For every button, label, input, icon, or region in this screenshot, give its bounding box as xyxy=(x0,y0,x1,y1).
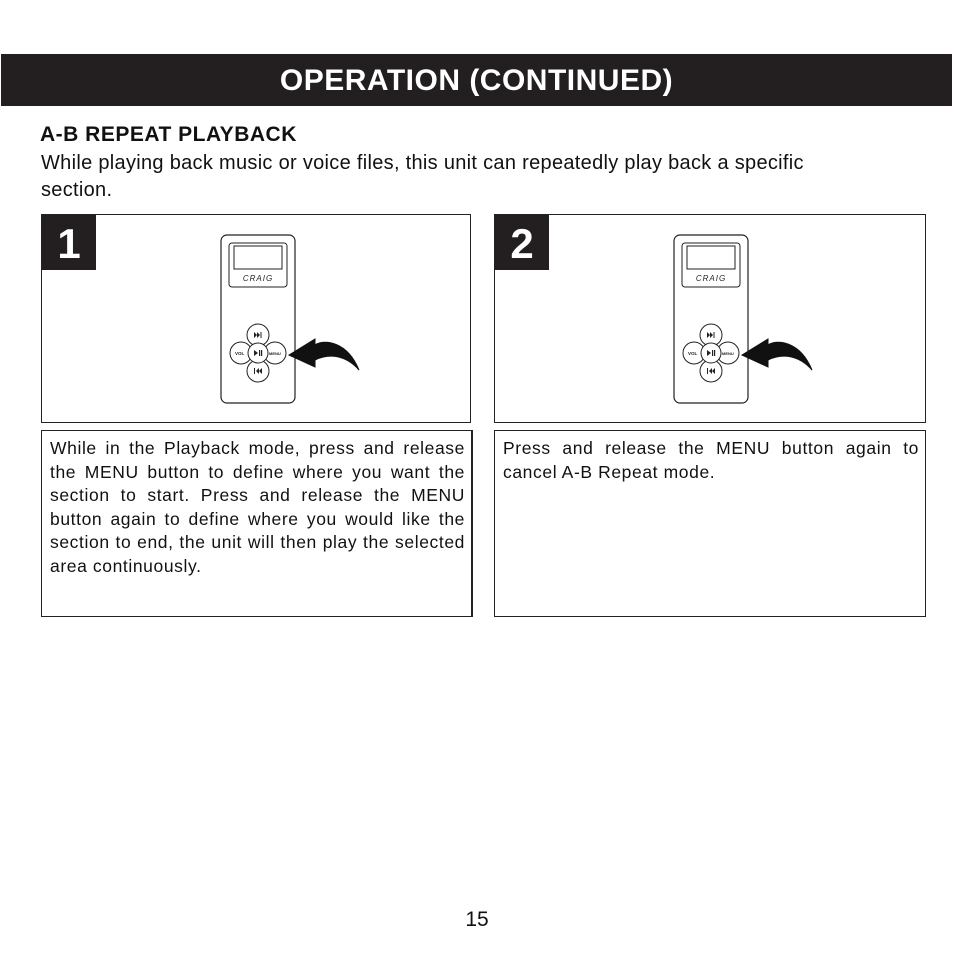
page-number: 15 xyxy=(465,908,489,931)
step-2-number: 2 xyxy=(495,215,549,270)
vol-label: VOL xyxy=(688,351,698,356)
menu-label: MENU xyxy=(722,351,734,356)
mp3-player-icon xyxy=(219,233,389,408)
page-title: OPERATION (CONTINUED) xyxy=(1,54,952,106)
menu-label: MENU xyxy=(269,351,281,356)
step-1-illustration xyxy=(41,214,471,423)
brand-logo: CRAIG xyxy=(242,274,274,283)
step-2-caption: Press and release the MENU button again to cancel A-B Repeat mode. xyxy=(494,430,926,617)
step-1-number: 1 xyxy=(42,215,96,270)
brand-logo: CRAIG xyxy=(695,274,727,283)
section-intro: While playing back music or voice files, this unit can repeatedly play back a specific section. xyxy=(41,152,804,201)
step-1-caption: While in the Playback mode, press and release the MENU button to define where you want the section to start. Press and release the MENU button again to define where you would like the section to end, the unit will then play the selected area continuously. xyxy=(41,430,473,617)
arrow-icon xyxy=(289,339,359,370)
arrow-icon xyxy=(742,339,812,370)
mp3-player-icon xyxy=(672,233,842,408)
section-heading: A-B REPEAT PLAYBACK xyxy=(40,123,297,146)
vol-label: VOL xyxy=(235,351,245,356)
step-2-illustration xyxy=(494,214,926,423)
